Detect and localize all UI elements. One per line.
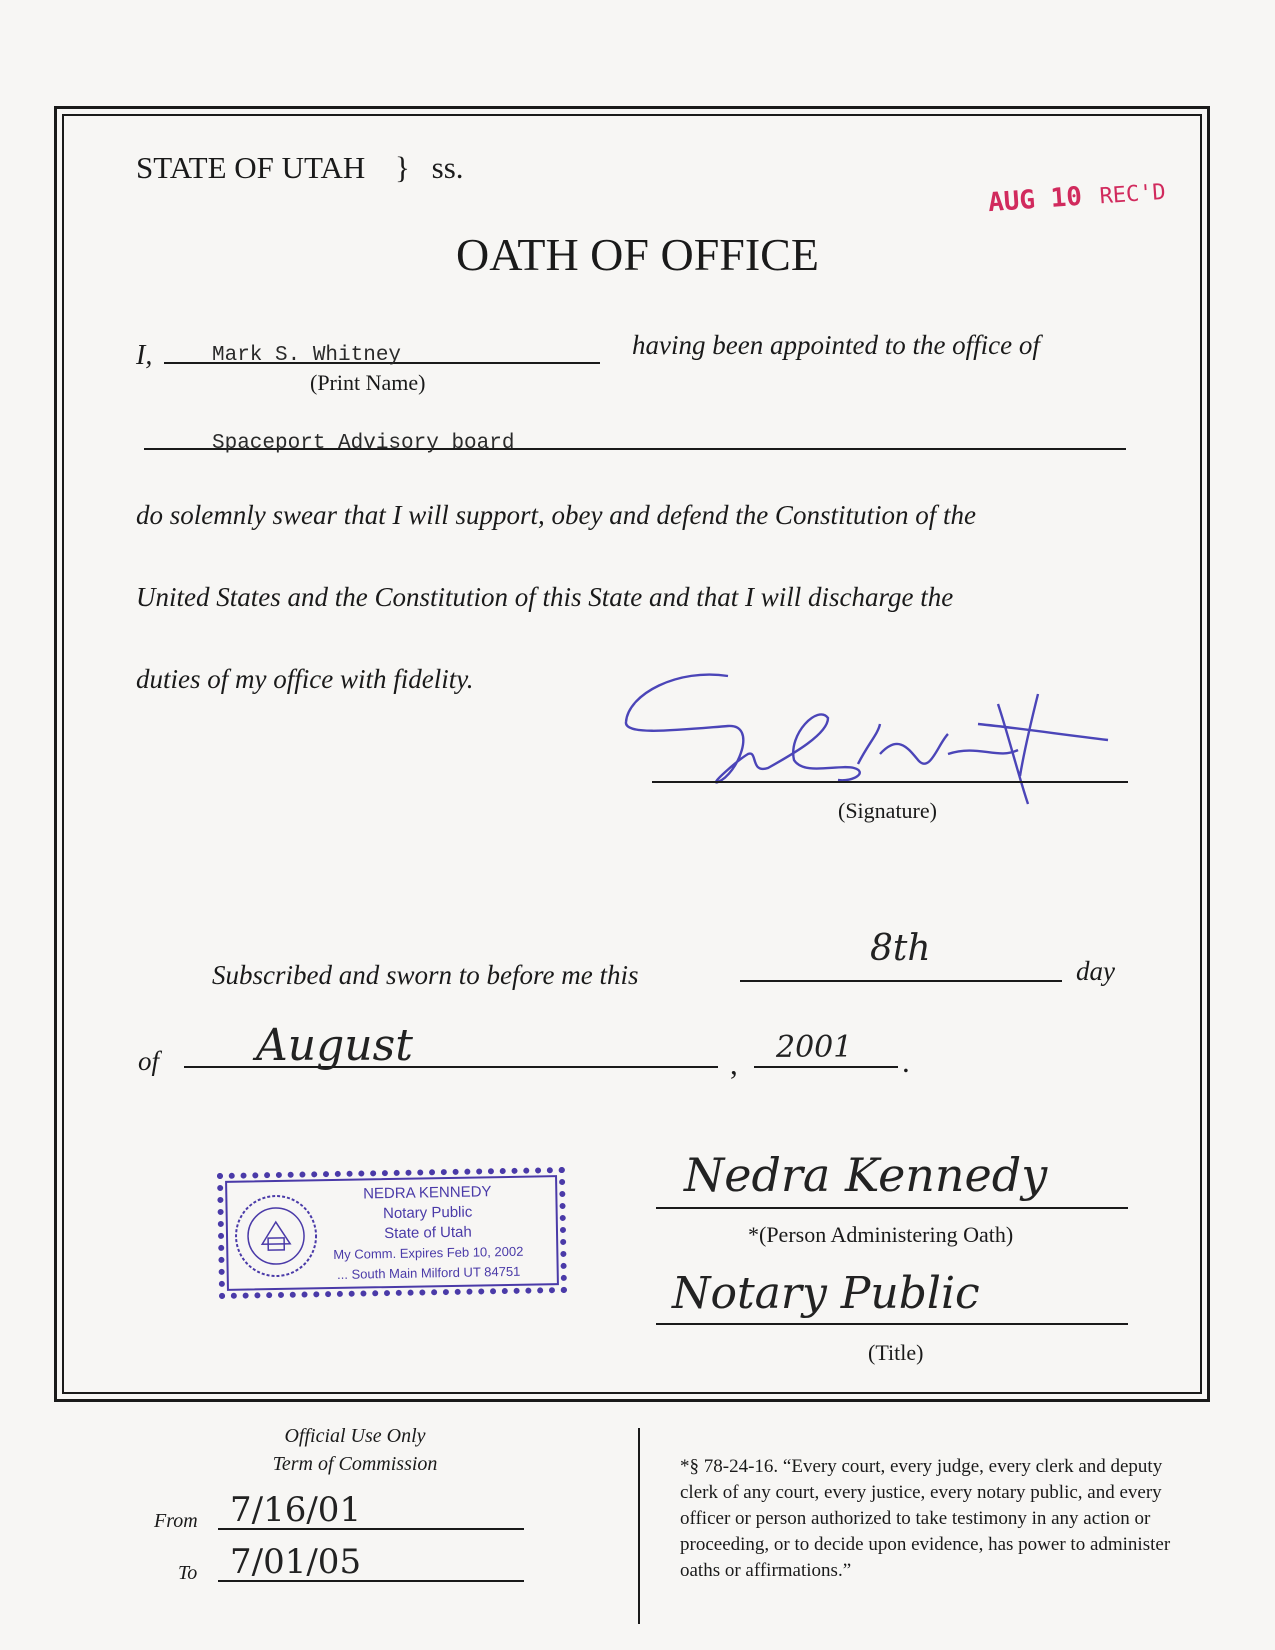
received-stamp-label: REC'D	[1098, 179, 1167, 210]
notary-seal-state: State of Utah	[384, 1223, 472, 1243]
print-name-value: Mark S. Whitney	[212, 344, 402, 367]
footer-divider	[638, 1428, 640, 1624]
administrator-signature-line	[656, 1207, 1128, 1209]
month-value: August	[256, 1020, 413, 1071]
notary-seal-title: Notary Public	[382, 1203, 473, 1223]
to-label: To	[178, 1562, 198, 1584]
year-value: 2001	[776, 1030, 853, 1065]
oath-body-line-1: do solemnly swear that I will support, obey and defend the Constitution of the	[136, 500, 976, 530]
received-stamp-date: AUG 10	[987, 181, 1083, 219]
signature-line	[652, 781, 1128, 783]
date-period: .	[902, 1044, 910, 1079]
appointed-text: having been appointed to the office of	[632, 330, 1040, 360]
oath-body-line-3: duties of my office with fidelity.	[136, 664, 474, 694]
print-name-caption: (Print Name)	[310, 370, 426, 395]
ss-label: ss.	[431, 150, 464, 185]
to-value: 7/01/05	[230, 1542, 362, 1582]
official-use-heading-1: Official Use Only	[284, 1425, 426, 1447]
day-line	[740, 980, 1062, 982]
administrator-title-value: Notary Public	[672, 1268, 980, 1319]
oath-pronoun: I,	[136, 340, 153, 371]
day-label: day	[1076, 956, 1115, 986]
brace: }	[395, 150, 410, 185]
day-value: 8th	[870, 928, 931, 969]
administrator-signature: Nedra Kennedy	[684, 1148, 1048, 1202]
from-value: 7/16/01	[230, 1490, 362, 1530]
official-use-heading-2: Term of Commission	[272, 1453, 438, 1475]
notary-seal-expires: My Comm. Expires Feb 10, 2002	[333, 1243, 524, 1263]
title-line	[656, 1323, 1128, 1325]
oath-taker-signature	[618, 664, 1118, 814]
title-caption: (Title)	[868, 1340, 924, 1365]
state-heading	[136, 150, 464, 186]
notary-seal-name: NEDRA KENNEDY	[362, 1183, 492, 1203]
office-value: Spaceport Advisory board	[212, 432, 515, 455]
year-line	[754, 1066, 898, 1068]
subscribed-text: Subscribed and sworn to before me this	[212, 960, 639, 990]
oath-body-line-2: United States and the Constitution of this State and that I will discharge the	[136, 582, 954, 612]
from-label: From	[154, 1510, 198, 1532]
administrator-caption: *(Person Administering Oath)	[748, 1222, 1014, 1247]
notary-seal-stamp	[217, 1167, 567, 1299]
of-label: of	[138, 1046, 160, 1076]
date-comma: ,	[730, 1046, 738, 1081]
official-use-heading	[250, 1422, 460, 1478]
notary-seal-address: ... South Main Milford UT 84751	[336, 1263, 521, 1282]
statute-text: *§ 78-24-16. “Every court, every judge, every clerk and deputy clerk of any court, every justice, every notary public, and every officer or person authorized to take testimony in any action or proceeding, or to decide upon evidence, has power to administer oaths or affirmations.”	[680, 1456, 1171, 1581]
signature-caption: (Signature)	[838, 798, 937, 823]
state-name: STATE OF UTAH	[136, 150, 366, 185]
page-title: OATH OF OFFICE	[456, 229, 819, 280]
